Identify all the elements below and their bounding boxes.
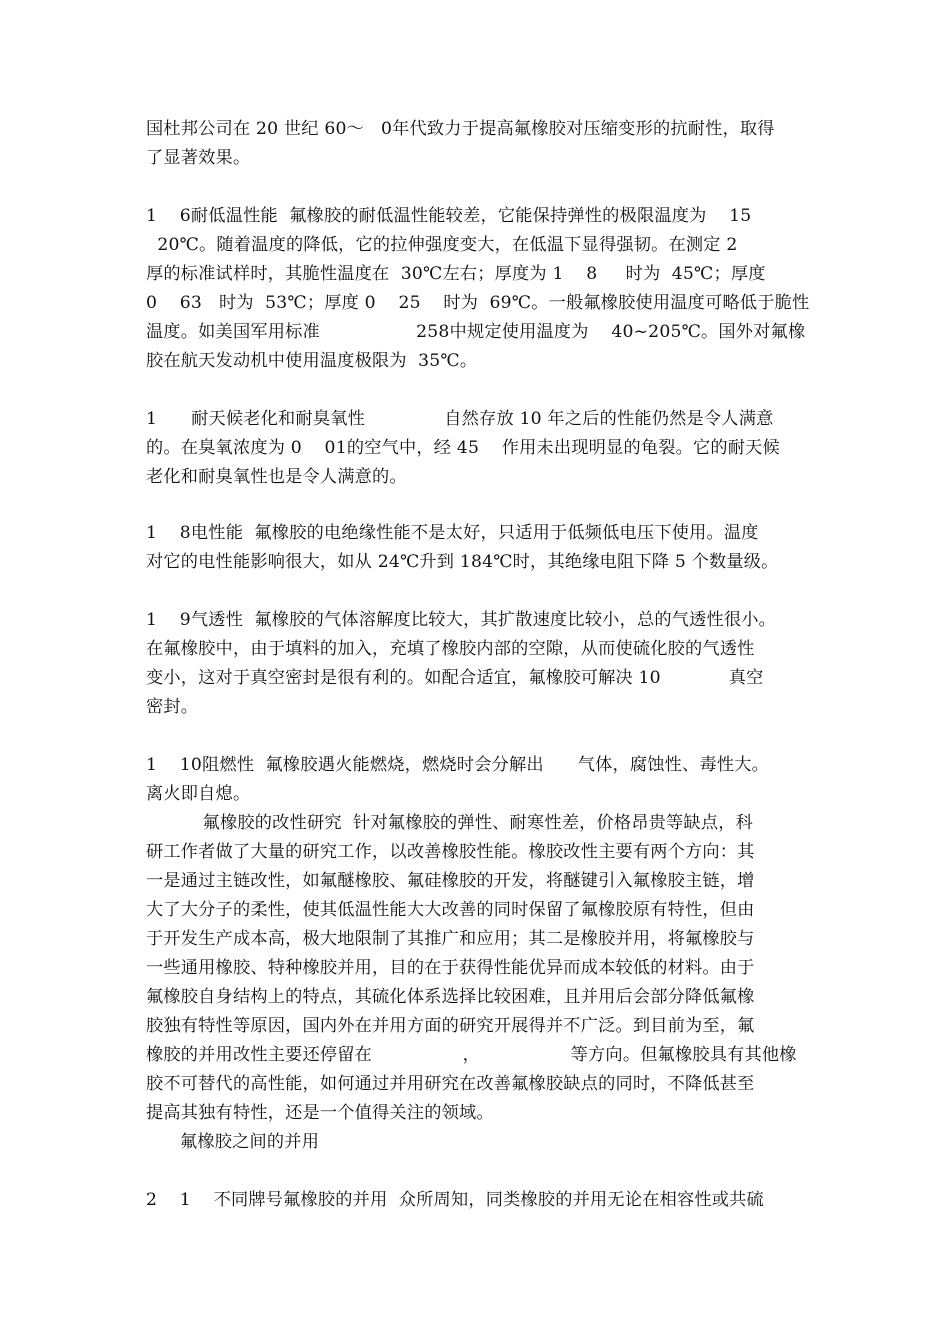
text-line: 1 9气透性 氟橡胶的气体溶解度比较大，其扩散速度比较小，总的气透性很小。 bbox=[146, 610, 777, 630]
text-line: 胶在航天发动机中使用温度极限为 35℃。 bbox=[146, 351, 478, 371]
text-line: 一些通用橡胶、特种橡胶并用，目的在于获得性能优异而成本较低的材料。由于 bbox=[146, 958, 755, 978]
text-line: 2 1 不同牌号氟橡胶的并用 众所周知，同类橡胶的并用无论在相容性或共硫 bbox=[146, 1190, 764, 1210]
text-line: 老化和耐臭氧性也是令人满意的。 bbox=[146, 467, 407, 487]
text-line: 1 8电性能 氟橡胶的电绝缘性能不是太好，只适用于低频低电压下使用。温度 bbox=[146, 523, 759, 543]
text-line: 1 6耐低温性能 氟橡胶的耐低温性能较差，它能保持弹性的极限温度为 15 bbox=[146, 206, 752, 226]
text-line: 氟橡胶自身结构上的特点，其硫化体系选择比较困难，且并用后会部分降低氟橡 bbox=[146, 987, 755, 1007]
text-line: 于开发生产成本高，极大地限制了其推广和应用；其二是橡胶并用，将氟橡胶与 bbox=[146, 929, 755, 949]
text-line: 胶不可替代的高性能，如何通过并用研究在改善氟橡胶缺点的同时，不降低甚至 bbox=[146, 1074, 755, 1094]
text-line: 了显著效果。 bbox=[146, 148, 251, 168]
text-line: 氟橡胶的改性研究 针对氟橡胶的弹性、耐寒性差，价格昂贵等缺点，科 bbox=[146, 813, 753, 833]
text-line: 0 63 时为 53℃；厚度 0 25 时为 69℃。一般氟橡胶使用温度可略低于脆性 bbox=[146, 293, 810, 313]
text-line: 1 10阻燃性 氟橡胶遇火能燃烧，燃烧时会分解出 气体，腐蚀性、毒性大。 bbox=[146, 755, 769, 775]
text-line: 厚的标准试样时，其脆性温度在 30℃左右；厚度为 1 8 时为 45℃；厚度 bbox=[146, 264, 766, 284]
text-line: 国杜邦公司在 20 世纪 60～ 0年代致力于提高氟橡胶对压缩变形的抗耐性，取得 bbox=[146, 119, 775, 139]
text-line: 在氟橡胶中，由于填料的加入，充填了橡胶内部的空隙，从而使硫化胶的气透性 bbox=[146, 639, 755, 659]
text-line: 氟橡胶之间的并用 bbox=[146, 1132, 320, 1152]
text-line: 1 耐天候老化和耐臭氧性 自然存放 10 年之后的性能仍然是令人满意 bbox=[146, 409, 774, 429]
text-line: 温度。如美国军用标准 258中规定使用温度为 40~205℃。国外对氟橡 bbox=[146, 322, 806, 342]
text-line: 一是通过主链改性，如氟醚橡胶、氟硅橡胶的开发，将醚键引入氟橡胶主链，增 bbox=[146, 871, 755, 891]
text-line: 提高其独有特性，还是一个值得关注的领域。 bbox=[146, 1103, 494, 1123]
text-line: 研工作者做了大量的研究工作，以改善橡胶性能。橡胶改性主要有两个方向：其 bbox=[146, 842, 755, 862]
text-line: 橡胶的并用改性主要还停留在 ， 等方向。但氟橡胶具有其他橡 bbox=[146, 1045, 797, 1065]
text-line: 胶独有特性等原因，国内外在并用方面的研究开展得并不广泛。到目前为至，氟 bbox=[146, 1016, 755, 1036]
text-line: 变小，这对于真空密封是很有利的。如配合适宜，氟橡胶可解决 10 真空 bbox=[146, 668, 764, 688]
text-line: 大了大分子的柔性，使其低温性能大大改善的同时保留了氟橡胶原有特性，但由 bbox=[146, 900, 755, 920]
text-line: 20℃。随着温度的降低，它的拉伸强度变大，在低温下显得强韧。在测定 2 bbox=[146, 235, 738, 255]
text-line: 离火即自熄。 bbox=[146, 784, 251, 804]
text-line: 的。在臭氧浓度为 0 01的空气中，经 45 作用未出现明显的龟裂。它的耐天候 bbox=[146, 438, 780, 458]
text-line: 密封。 bbox=[146, 697, 199, 717]
text-line: 对它的电性能影响很大，如从 24℃升到 184℃时，其绝缘电阻下降 5 个数量级。 bbox=[146, 552, 779, 572]
